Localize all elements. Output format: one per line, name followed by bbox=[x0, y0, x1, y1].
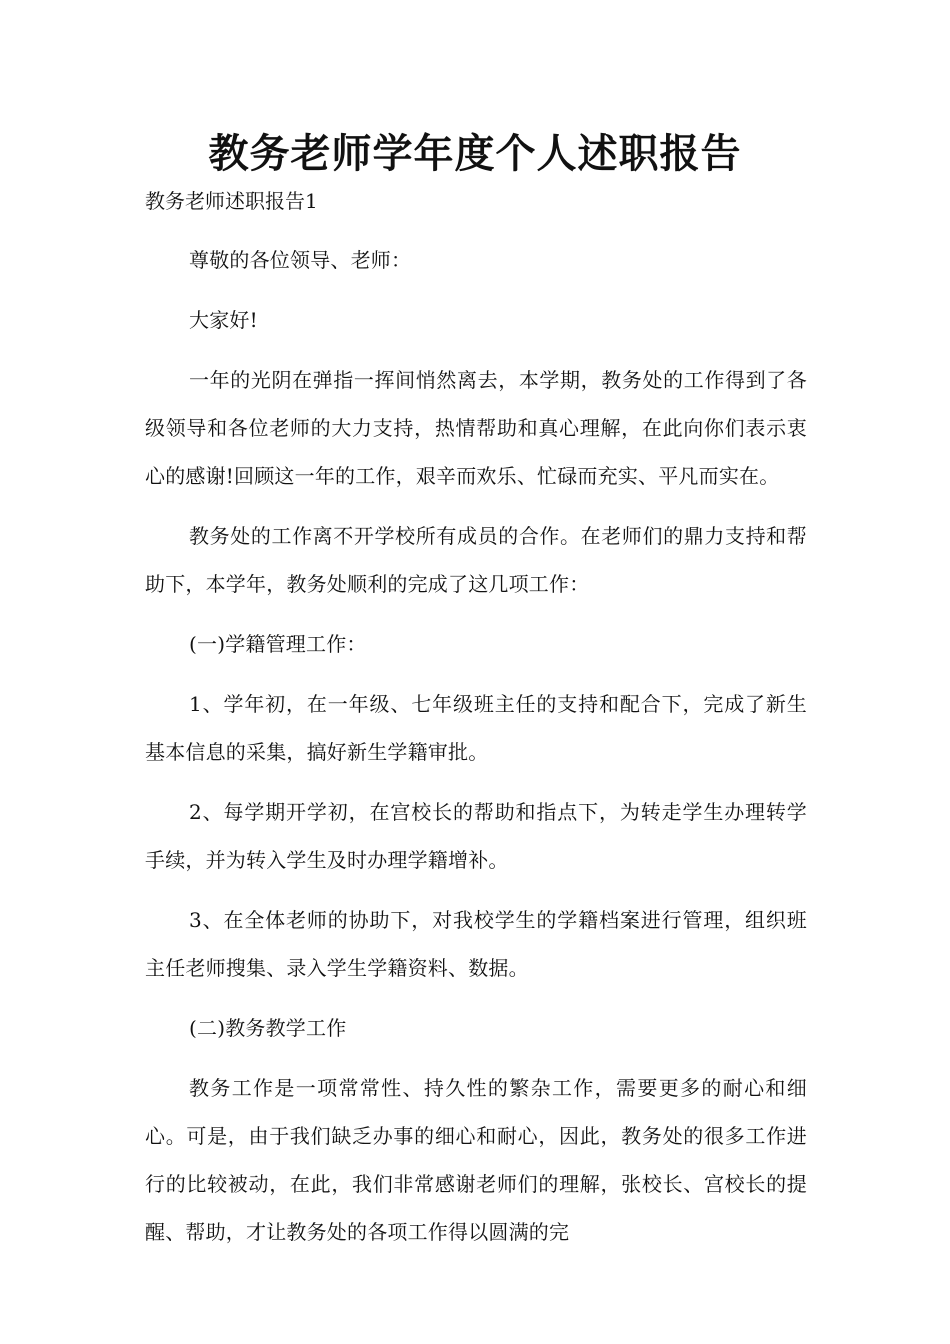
body-paragraph: 教务工作是一项常常性、持久性的繁杂工作，需要更多的耐心和细心。可是，由于我们缺乏办事的细心和耐心，因此，教务处的很多工作进行的比较被动，在此，我们非常感谢老师们的理解，张校长、宫校长的提醒、帮助，才让教务处的各项工作得以圆满的完 bbox=[145, 1076, 807, 1244]
salutation-paragraph: 大家好! bbox=[189, 308, 258, 332]
body-paragraph: 1、学年初，在一年级、七年级班主任的支持和配合下，完成了新生基本信息的采集，搞好新生学籍审批。 bbox=[145, 692, 807, 764]
body-paragraph: 2、每学期开学初，在宫校长的帮助和指点下，为转走学生办理转学手续，并为转入学生及时办理学籍增补。 bbox=[145, 800, 807, 872]
greeting-paragraph: 尊敬的各位领导、老师： bbox=[189, 248, 412, 272]
body-paragraph: 一年的光阴在弹指一挥间悄然离去，本学期，教务处的工作得到了各级领导和各位老师的大力支持，热情帮助和真心理解，在此向你们表示衷心的感谢!回顾这一年的工作，艰辛而欢乐、忙碌而充实、平凡而实在。 bbox=[145, 368, 807, 488]
report-subtitle: 教务老师述职报告1 bbox=[145, 189, 318, 213]
body-paragraph: 教务处的工作离不开学校所有成员的合作。在老师们的鼎力支持和帮助下，本学年，教务处顺利的完成了这几项工作： bbox=[145, 524, 807, 596]
section-heading: (一)学籍管理工作： bbox=[189, 632, 367, 656]
body-paragraph: 3、在全体老师的协助下，对我校学生的学籍档案进行管理，组织班主任老师搜集、录入学生学籍资料、数据。 bbox=[145, 908, 807, 980]
section-heading: (二)教务教学工作 bbox=[189, 1016, 347, 1040]
document-body bbox=[145, 236, 807, 1268]
document-title: 教务老师学年度个人述职报告 bbox=[208, 130, 742, 177]
